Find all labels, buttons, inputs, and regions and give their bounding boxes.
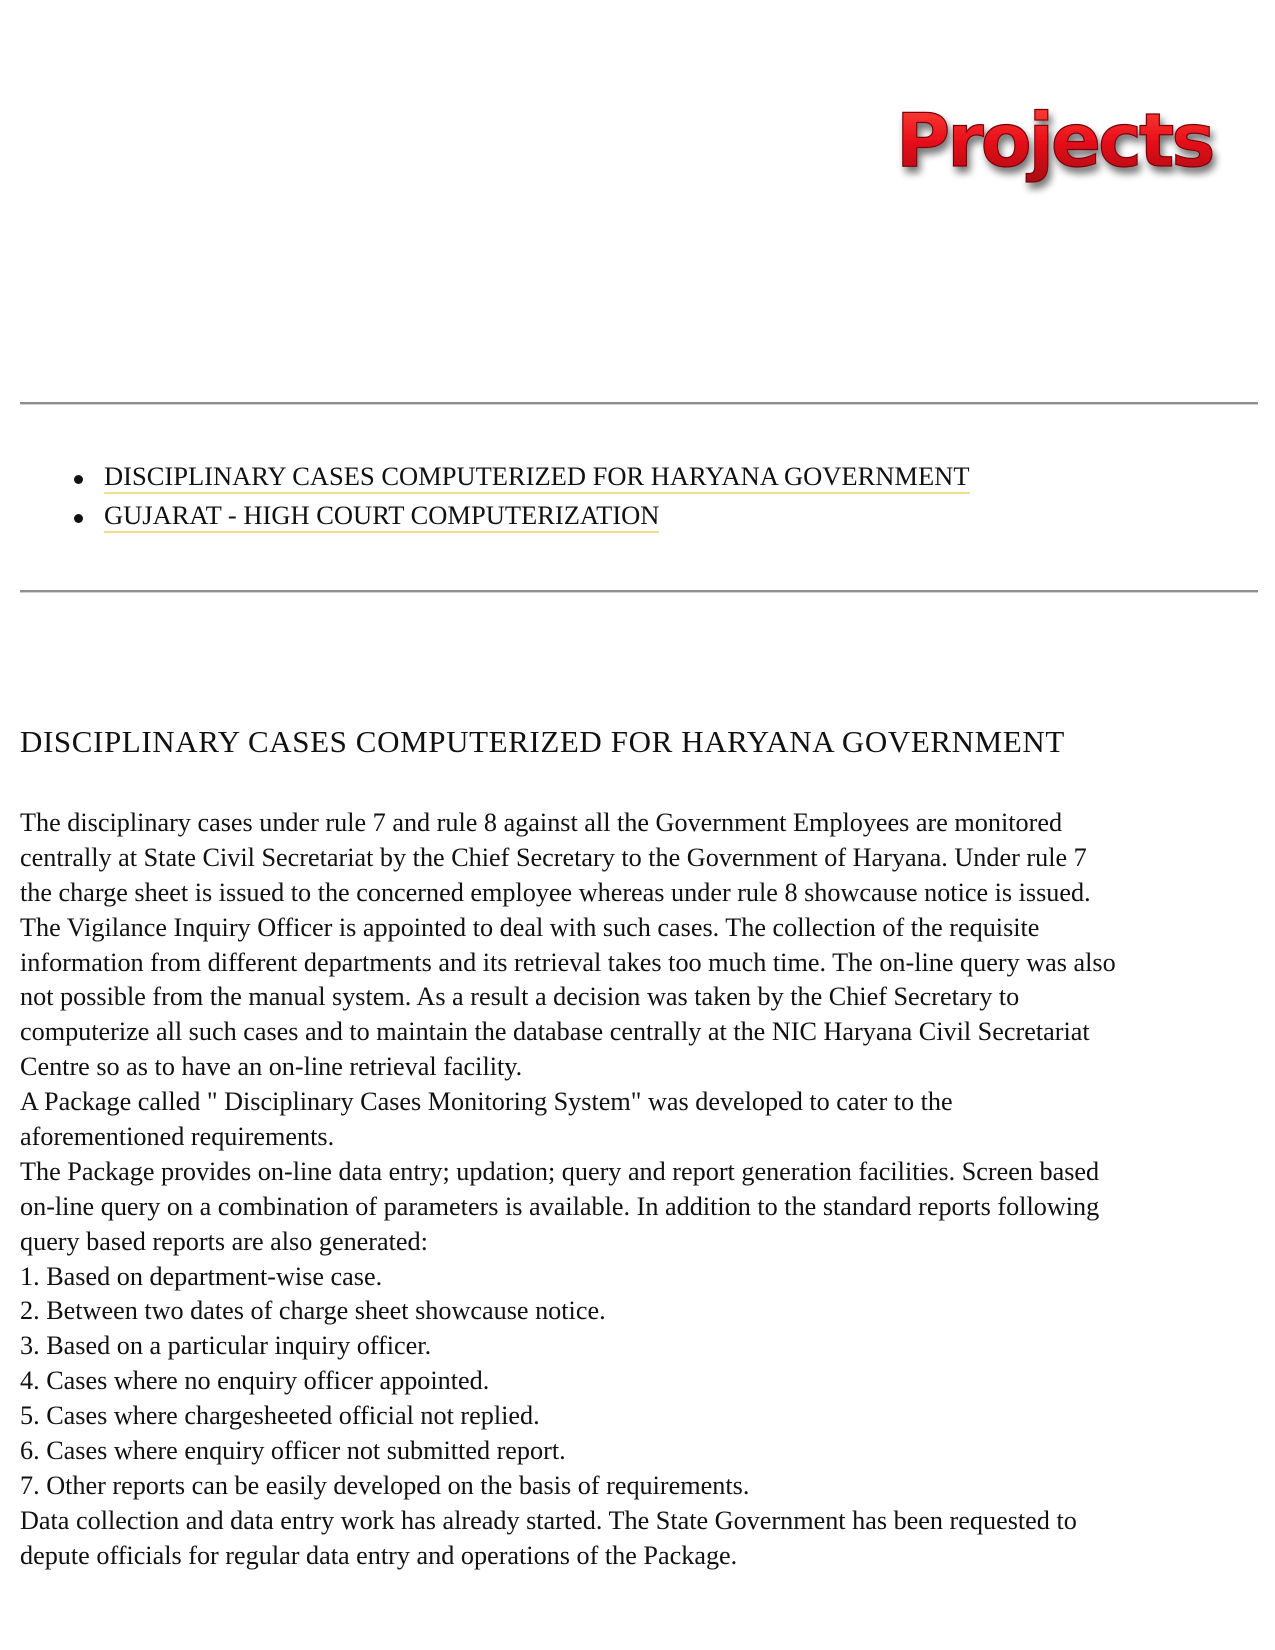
projects-logo — [890, 98, 1230, 208]
body-text-line: 2. Between two dates of charge sheet showcause notice. — [20, 1296, 606, 1326]
project-link-item — [72, 460, 970, 499]
project-link-list — [72, 460, 970, 538]
body-text-line: not possible from the manual system. As a result a decision was taken by the Chief Secretary to — [20, 982, 1020, 1012]
body-text-line: centrally at State Civil Secretariat by the Chief Secretary to the Government of Haryana. Under rule 7 — [20, 842, 1087, 872]
body-text-line: 4. Cases where no enquiry officer appointed. — [20, 1366, 490, 1396]
body-text-line: The disciplinary cases under rule 7 and rule 8 against all the Government Employees are monitored — [20, 808, 1063, 837]
body-text-line: The Package provides on-line data entry; updation; query and report generation facilities. Screen based — [20, 1156, 1100, 1186]
top-divider — [20, 402, 1258, 405]
section-body — [20, 806, 1260, 1574]
bullet-icon — [74, 514, 83, 523]
body-text-line: computerize all such cases and to maintain the database centrally at the NIC Haryana Civil Secretariat — [20, 1017, 1090, 1047]
projects-logo-graphic — [890, 98, 1230, 208]
project-link-item — [72, 499, 970, 538]
project-link[interactable]: GUJARAT - HIGH COURT COMPUTERIZATION — [104, 500, 659, 533]
body-text-line: Data collection and data entry work has already started. The State Government has been requested to — [20, 1505, 1077, 1535]
body-text-line: The Vigilance Inquiry Officer is appointed to deal with such cases. The collection of the requisite — [20, 912, 1040, 942]
body-text-line: depute officials for regular data entry and operations of the Package. — [20, 1540, 738, 1570]
bullet-icon — [74, 475, 83, 484]
body-text-line: the charge sheet is issued to the concerned employee whereas under rule 8 showcause notice is issued. — [20, 877, 1091, 907]
body-text-line: 3. Based on a particular inquiry officer. — [20, 1331, 432, 1361]
bottom-divider — [20, 590, 1258, 593]
body-text-line: information from different departments and its retrieval takes too much time. The on-line query was also — [20, 947, 1116, 977]
body-text-line: on-line query on a combination of parameters is available. In addition to the standard reports following — [20, 1191, 1100, 1221]
body-text-line: 7. Other reports can be easily developed on the basis of requirements. — [20, 1470, 750, 1500]
project-link[interactable]: DISCIPLINARY CASES COMPUTERIZED FOR HARYANA GOVERNMENT — [104, 461, 970, 494]
body-text-line: 6. Cases where enquiry officer not submitted report. — [20, 1436, 566, 1466]
body-text-line: 5. Cases where chargesheeted official not replied. — [20, 1401, 540, 1431]
section-title: DISCIPLINARY CASES COMPUTERIZED FOR HARYANA GOVERNMENT — [20, 724, 1065, 759]
body-text-line: query based reports are also generated: — [20, 1226, 428, 1256]
body-text-line: A Package called " Disciplinary Cases Monitoring System" was developed to cater to the — [20, 1087, 953, 1117]
body-text-line: Centre so as to have an on-line retrieval facility. — [20, 1052, 523, 1082]
body-text-line: 1. Based on department-wise case. — [20, 1261, 383, 1291]
svg-text:Projects: Projects — [896, 98, 1213, 184]
body-text-line: aforementioned requirements. — [20, 1122, 335, 1152]
